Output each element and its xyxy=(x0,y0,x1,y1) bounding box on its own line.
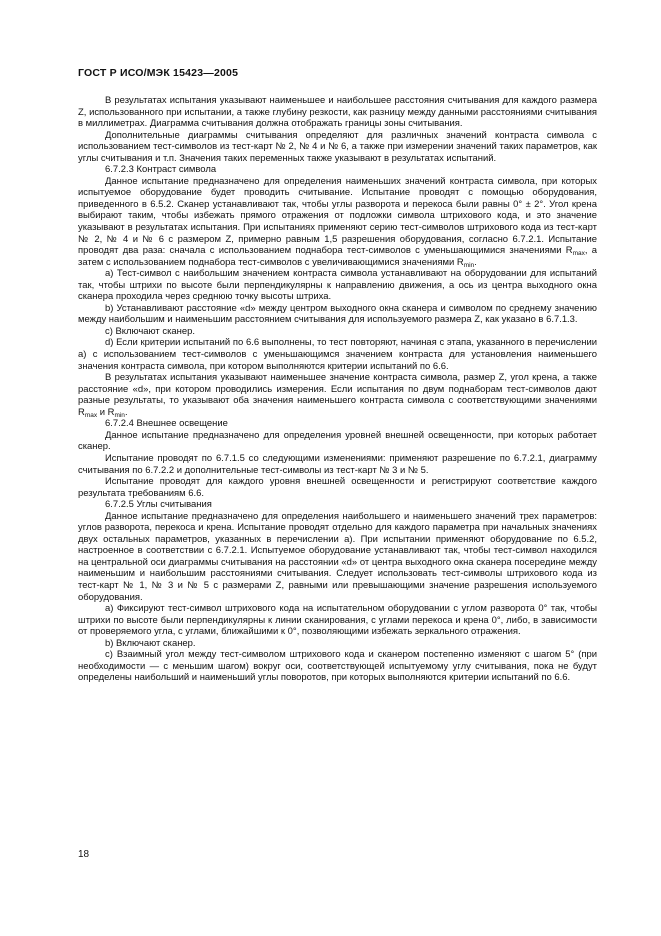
page-header: ГОСТ Р ИСО/МЭК 15423—2005 xyxy=(78,67,239,79)
paragraph-text: . xyxy=(474,256,477,268)
list-item: a) Тест-символ с наибольшим значением контраста символа устанавливают на оборудовании для испытаний так, чтобы штрихи по высоте были перпендикулярны к направлению движения, а ось из центра выходного окна сканера проходила через среднюю точку высоты штриха. xyxy=(78,268,597,303)
list-item: c) Взаимный угол между тест-символом штрихового кода и сканером постепенно изменяют с шагом 5° (при необходимости — с меньшим шагом) вокруг оси, соответствующей испытуемому углу считывания, пока не будут определены наибольший и наименьший углы поворотов, при которых выполняются критерии испытаний по 6.6. xyxy=(78,649,597,684)
paragraph: Дополнительные диаграммы считывания определяют для различных значений контраста символа с использованием тест-символов из тест-карт № 2, № 4 и № 6, а также при измерении значений таких параметров, как углы считывания и т.п. Значения таких переменных также указывают в результатах испытаний. xyxy=(78,129,597,164)
paragraph xyxy=(78,176,597,268)
paragraph: Испытание проводят по 6.7.1.5 со следующими изменениями: применяют разрешение по 6.7.2.1, диаграмму считывания по 6.7.2.2 и дополнительные тест-символы из тест-карт № 3 и № 5. xyxy=(78,452,597,476)
paragraph: Данное испытание предназначено для определения наибольшего и наименьшего значений трех параметров: углов разворота, перекоса и крена. Испытание проводят отдельно для каждого параметра при начальных значениях двух остальных параметров, указанных в перечислении а). При испытании применяют оборудование по 6.5.2, настроенное в соответствии с 6.7.2.1. Испытуемое оборудование устанавливают так, чтобы тест-символ находился на центральной оси диаграммы считывания на расстоянии «d» от центра выходного окна сканера посередине между наименьшим и наибольшим расстояниями считывания. Следует использовать тест-символы штрихового кода из тест-карт № 1, № 3 и № 5 с размерами Z, равными или превышающими значение разрешения используемого оборудования. xyxy=(78,510,597,603)
section-heading: 6.7.2.3 Контраст символа xyxy=(105,164,217,176)
paragraph: Данное испытание предназначено для определения уровней внешней освещенности, при которых работает сканер. xyxy=(78,429,597,453)
list-item: d) Если критерии испытаний по 6.6 выполнены, то тест повторяют, начиная с этапа, указанного в перечислении а) с использованием тест-символов с уменьшающимся значением контраста для установления наименьшего значения контраста символа, при котором выполняются критерии испытаний по 6.6. xyxy=(78,337,597,372)
subscript-min: min xyxy=(114,411,125,419)
paragraph-text: и R xyxy=(97,406,115,418)
paragraph xyxy=(78,372,597,418)
paragraph-text: , а затем с использованием поднабора тест-символов с увеличивающимися значениями R xyxy=(78,245,597,268)
list-item: a) Фиксируют тест-символ штрихового кода на испытательном оборудовании с углом разворота 0° так, чтобы штрихи по высоте были перпендикулярны к линии сканирования, с углами перекоса и крена 0°, либо, в зависимости от проверяемого угла, с углами, ближайшими к 0°, позволяющими избежать зеркального отражения. xyxy=(78,603,597,638)
list-item: b) Устанавливают расстояние «d» между центром выходного окна сканера и символом по среднему значению между наибольшим и наименьшим расстоянием считывания для используемого размера Z, как указано в 6.7.1.3. xyxy=(78,302,597,326)
paragraph: В результатах испытания указывают наименьшее и наибольшее расстояния считывания для каждого размера Z, использованного при испытании, а также глубину резкости, как разницу между данными расстояниями считывания в миллиметрах. Диаграмма считывания должна отображать границы зоны считывания. xyxy=(78,95,597,130)
subscript-max: max xyxy=(572,250,585,258)
paragraph-text: . xyxy=(124,406,128,418)
section-heading: 6.7.2.4 Внешнее освещение xyxy=(105,418,228,430)
list-item: c) Включают сканер. xyxy=(105,325,196,337)
page-number: 18 xyxy=(78,849,90,860)
paragraph: Испытание проводят для каждого уровня внешней освещенности и регистрируют соответствие каждого результата требованиям 6.6. xyxy=(78,476,597,499)
page-body xyxy=(78,95,597,684)
paragraph-text: Данное испытание предназначено для определения наименьших значений контраста символа, при которых испытуемое оборудование будет проводить считывание. Испытание проводят с помощью оборудования, приведенного в 6.5.2. Сканер устанавливают так, чтобы углы разворота и перекоса были равны 0° ± 2°. Угол крена выбирают таким, чтобы избежать прямого отражения от подложки символа штрихового кода, и это значение указывают в результатах испытания. При испытаниях применяют серию тест-символов штрихового кода из тест-карт № 2, № 4 и № 6 с размером Z, примерно равным 1,5 разрешения оборудования, согласно 6.7.2.1. Испытание проводят два раза: сначала с использованием поднабора тест-символов с уменьшающимися значениями R xyxy=(78,175,597,257)
subscript-max: max xyxy=(84,411,98,419)
section-heading: 6.7.2.5 Углы считывания xyxy=(105,499,212,511)
list-item: b) Включают сканер. xyxy=(105,637,196,649)
subscript-min: min xyxy=(463,261,475,269)
paragraph-text: В результатах испытания указывают наименьшее значение контраста символа, размер Z, угол крена, а также расстояние «d», при котором проводились измерения. Если испытания по двум поднаборам тест-символов дают разные результаты, то указывают оба значения наименьшего контраста символа с соответствующими значениями R xyxy=(78,372,597,418)
